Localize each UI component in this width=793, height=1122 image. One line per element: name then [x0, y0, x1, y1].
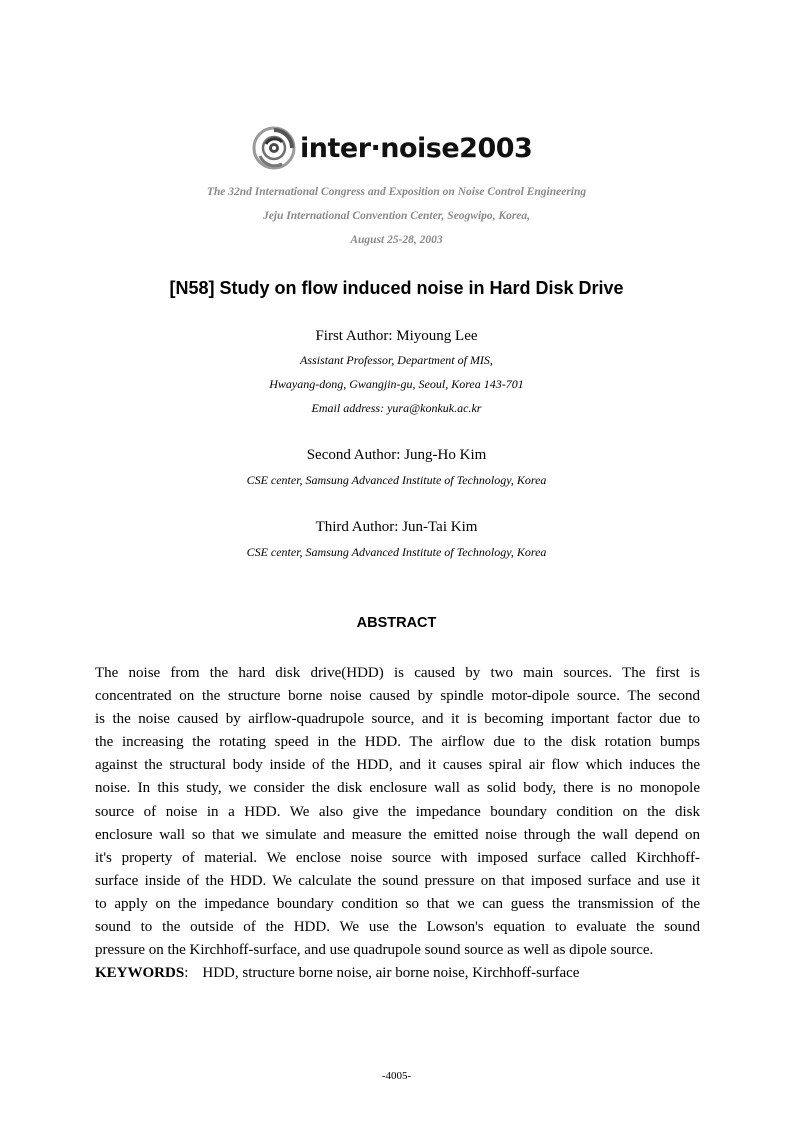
keywords-colon: :: [184, 965, 189, 982]
author-1-affiliation-line-1: Assistant Professor, Department of MIS,: [300, 353, 493, 367]
logo-wordmark: inter·noise2003: [300, 132, 533, 164]
abstract-line: enclosure wall so that we simulate and measure the emitted noise through the wall depend on: [95, 826, 700, 843]
abstract-line: noise. In this study, we consider the disk enclosure wall as solid body, there is no monopole: [95, 780, 700, 797]
abstract-line: the increasing the rotating speed in the HDD. The airflow due to the disk rotation bumps: [95, 734, 700, 751]
abstract-body: [95, 662, 700, 985]
page-number: -4005-: [381, 1070, 412, 1082]
paper-title: [N58] Study on flow induced noise in Hard Disk Drive: [169, 278, 624, 298]
conference-venue: Jeju International Convention Center, Seogwipo, Korea,: [262, 210, 531, 222]
abstract-line: source of noise in a HDD. We also give the impedance boundary condition on the disk: [95, 803, 700, 820]
conference-dates: August 25-28, 2003: [350, 234, 443, 246]
author-1-affiliation-line-2: Hwayang-dong, Gwangjin-gu, Seoul, Korea 143-701: [269, 377, 524, 391]
abstract-line: against the structural body inside of the HDD, and it causes spiral air flow which induces the: [95, 757, 700, 774]
conference-logo: [252, 120, 552, 176]
keywords-label: KEYWORDS: [95, 965, 185, 982]
abstract-line: is the noise caused by airflow-quadrupole source, and it is becoming important factor due to: [95, 711, 700, 728]
abstract-line: concentrated on the structure borne noise caused by spindle motor-dipole source. The second: [95, 688, 700, 705]
author-2-name: Second Author: Jung-Ho Kim: [306, 447, 487, 463]
author-2-affiliation: CSE center, Samsung Advanced Institute of Technology, Korea: [246, 473, 547, 487]
abstract-line: sound to the outside of the HDD. We use the Lowson's equation to evaluate the sound: [95, 919, 700, 936]
abstract-line: pressure on the Kirchhoff-surface, and use quadrupole sound source as well as dipole source.: [95, 942, 654, 959]
author-3-name: Third Author: Jun-Tai Kim: [315, 519, 478, 535]
keywords-list: HDD, structure borne noise, air borne noise, Kirchhoff-surface: [202, 965, 580, 982]
abstract-line: surface inside of the HDD. We calculate the sound pressure on that imposed surface and use it: [95, 872, 700, 889]
abstract-heading: ABSTRACT: [356, 615, 437, 631]
abstract-line: The noise from the hard disk drive(HDD) is caused by two main sources. The first is: [95, 665, 700, 681]
swirl-logo-icon: [252, 126, 296, 170]
author-3-affiliation: CSE center, Samsung Advanced Institute of Technology, Korea: [246, 545, 547, 559]
author-1-email: Email address: yura@konkuk.ac.kr: [311, 401, 482, 415]
author-1-name: First Author: Miyoung Lee: [315, 328, 478, 344]
abstract-line: to apply on the impedance boundary condition so that we can guess the transmission of the: [95, 895, 700, 912]
abstract-line: it's property of material. We enclose noise source with imposed surface called Kirchhoff-: [95, 849, 700, 866]
conference-name: The 32nd International Congress and Exposition on Noise Control Engineering: [206, 186, 587, 198]
keywords-line: [95, 962, 700, 985]
